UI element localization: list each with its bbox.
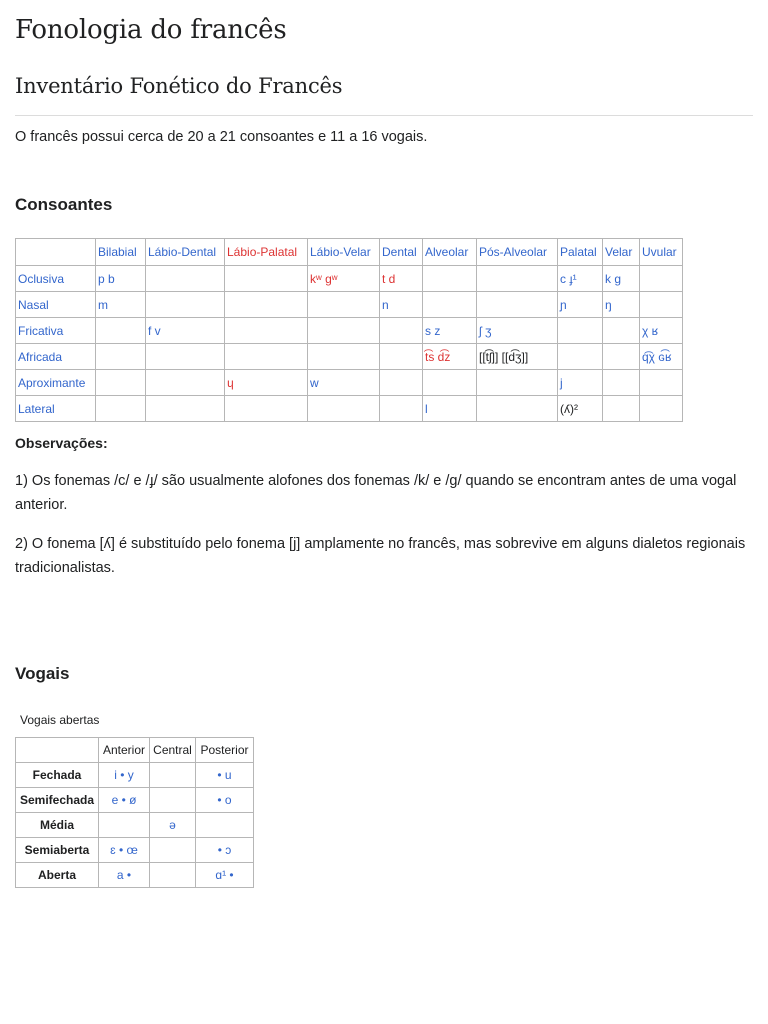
consonants-heading: Consoantes xyxy=(15,195,113,214)
vowel-cell xyxy=(150,763,196,788)
vowel-cell xyxy=(196,813,254,838)
consonant-cell: t d xyxy=(380,266,423,292)
consonant-cell: p b xyxy=(96,266,146,292)
consonant-cell xyxy=(380,344,423,370)
consonant-cell xyxy=(225,266,308,292)
section-divider xyxy=(15,115,753,116)
vowel-cell: • ɔ xyxy=(196,838,254,863)
consonant-col-header: Uvular xyxy=(640,239,683,266)
vowel-col-header: Anterior xyxy=(99,738,150,763)
vowel-row xyxy=(16,863,254,888)
consonant-cell: (ʎ)² xyxy=(558,396,603,422)
vowel-row xyxy=(16,788,254,813)
consonant-cell xyxy=(423,266,477,292)
consonant-cell: ɲ xyxy=(558,292,603,318)
consonant-cell xyxy=(146,344,225,370)
consonant-cell: j xyxy=(558,370,603,396)
vowel-row-header: Média xyxy=(16,813,99,838)
vowel-cell: ɑ¹ • xyxy=(196,863,254,888)
consonant-cell xyxy=(225,396,308,422)
consonant-cell xyxy=(603,396,640,422)
consonant-row xyxy=(16,292,683,318)
corner-cell xyxy=(16,738,99,763)
consonant-col-header: Alveolar xyxy=(423,239,477,266)
consonant-col-header: Bilabial xyxy=(96,239,146,266)
vowels-heading: Vogais xyxy=(15,664,70,683)
consonant-cell xyxy=(96,344,146,370)
corner-cell xyxy=(16,239,96,266)
consonant-cell xyxy=(380,396,423,422)
consonant-row-header: Africada xyxy=(16,344,96,370)
consonant-col-header: Pós-Alveolar xyxy=(477,239,558,266)
consonant-cell xyxy=(477,370,558,396)
consonant-cell xyxy=(225,344,308,370)
consonant-cell xyxy=(380,370,423,396)
consonant-row xyxy=(16,370,683,396)
vowel-cell xyxy=(99,813,150,838)
vowel-row xyxy=(16,813,254,838)
consonant-cell xyxy=(380,318,423,344)
consonant-cell xyxy=(146,396,225,422)
consonant-cell xyxy=(308,318,380,344)
consonant-cell xyxy=(640,292,683,318)
vowel-col-header: Posterior xyxy=(196,738,254,763)
consonant-row-header: Aproximante xyxy=(16,370,96,396)
consonant-cell xyxy=(96,318,146,344)
vowel-row-header: Fechada xyxy=(16,763,99,788)
vowel-row xyxy=(16,763,254,788)
consonant-cell: ɥ xyxy=(225,370,308,396)
consonant-row-header: Oclusiva xyxy=(16,266,96,292)
vowel-row xyxy=(16,838,254,863)
consonants-table xyxy=(15,238,683,422)
consonant-cell: w xyxy=(308,370,380,396)
vowel-cell: i • y xyxy=(99,763,150,788)
consonant-row xyxy=(16,344,683,370)
observations-title: Observações: xyxy=(15,435,108,451)
consonants-header-row xyxy=(16,239,683,266)
vowel-cell xyxy=(150,838,196,863)
consonant-cell xyxy=(423,370,477,396)
observation-note-1: 1) Os fonemas /c/ e /ɟ/ são usualmente alofones dos fonemas /k/ e /g/ quando se encontram antes de uma vogal anterior. xyxy=(15,473,737,513)
consonant-cell: s z xyxy=(423,318,477,344)
vowel-cell xyxy=(150,788,196,813)
consonant-cell xyxy=(603,318,640,344)
consonant-cell xyxy=(146,266,225,292)
vowel-row-header: Semiaberta xyxy=(16,838,99,863)
consonant-cell xyxy=(640,370,683,396)
vowels-header-row xyxy=(16,738,254,763)
vowel-row-header: Aberta xyxy=(16,863,99,888)
consonant-cell xyxy=(477,396,558,422)
vowel-row-header: Semifechada xyxy=(16,788,99,813)
consonant-cell xyxy=(423,292,477,318)
observation-note-2: 2) O fonema [ʎ] é substituído pelo fonema [j] amplamente no francês, mas sobrevive em alguns dialetos regionais tradicionalistas. xyxy=(15,536,746,576)
consonant-col-header: Dental xyxy=(380,239,423,266)
consonant-cell: ŋ xyxy=(603,292,640,318)
consonant-row xyxy=(16,266,683,292)
consonant-cell: l xyxy=(423,396,477,422)
consonant-cell xyxy=(477,266,558,292)
consonant-cell xyxy=(640,396,683,422)
consonant-cell: χ ʁ xyxy=(640,318,683,344)
consonant-row-header: Nasal xyxy=(16,292,96,318)
consonant-col-header: Lábio-Dental xyxy=(146,239,225,266)
vowel-cell: ə xyxy=(150,813,196,838)
consonant-cell: q͡χ ɢ͡ʁ xyxy=(640,344,683,370)
consonant-col-header: Lábio-Velar xyxy=(308,239,380,266)
consonant-cell xyxy=(308,292,380,318)
section-title: Inventário Fonético do Francês xyxy=(15,74,343,98)
consonant-col-header: Velar xyxy=(603,239,640,266)
consonant-cell xyxy=(558,344,603,370)
consonant-cell xyxy=(603,370,640,396)
consonant-cell xyxy=(477,292,558,318)
consonant-cell xyxy=(308,396,380,422)
consonant-cell xyxy=(225,292,308,318)
consonant-cell: m xyxy=(96,292,146,318)
consonant-col-header: Lábio-Palatal xyxy=(225,239,308,266)
vowel-cell: • u xyxy=(196,763,254,788)
consonant-cell xyxy=(225,318,308,344)
vowel-cell: e • ø xyxy=(99,788,150,813)
consonant-col-header: Palatal xyxy=(558,239,603,266)
consonant-cell: c ɟ¹ xyxy=(558,266,603,292)
consonant-row-header: Lateral xyxy=(16,396,96,422)
vowel-col-header: Central xyxy=(150,738,196,763)
consonant-cell xyxy=(558,318,603,344)
consonant-cell xyxy=(603,344,640,370)
consonant-row-header: Fricativa xyxy=(16,318,96,344)
consonant-cell xyxy=(96,370,146,396)
intro-paragraph: O francês possui cerca de 20 a 21 consoantes e 11 a 16 vogais. xyxy=(15,129,428,145)
consonant-cell: n xyxy=(380,292,423,318)
page-title: Fonologia do francês xyxy=(15,15,287,45)
consonant-cell: kʷ gʷ xyxy=(308,266,380,292)
vowels-table xyxy=(15,737,254,888)
consonant-cell: k g xyxy=(603,266,640,292)
vowel-cell xyxy=(150,863,196,888)
consonant-cell: f v xyxy=(146,318,225,344)
consonant-row xyxy=(16,396,683,422)
consonant-cell: t͡s d͡z xyxy=(423,344,477,370)
consonant-cell: [[t͡ʃ]] [[d͡ʒ]] xyxy=(477,344,558,370)
vowel-cell: • o xyxy=(196,788,254,813)
consonant-cell xyxy=(96,396,146,422)
consonant-cell: ʃ ʒ xyxy=(477,318,558,344)
consonant-cell xyxy=(146,370,225,396)
vowel-cell: ɛ • œ xyxy=(99,838,150,863)
consonant-cell xyxy=(308,344,380,370)
vowel-cell: a • xyxy=(99,863,150,888)
consonant-cell xyxy=(146,292,225,318)
consonant-row xyxy=(16,318,683,344)
consonant-cell xyxy=(640,266,683,292)
vowels-caption: Vogais abertas xyxy=(20,713,100,727)
